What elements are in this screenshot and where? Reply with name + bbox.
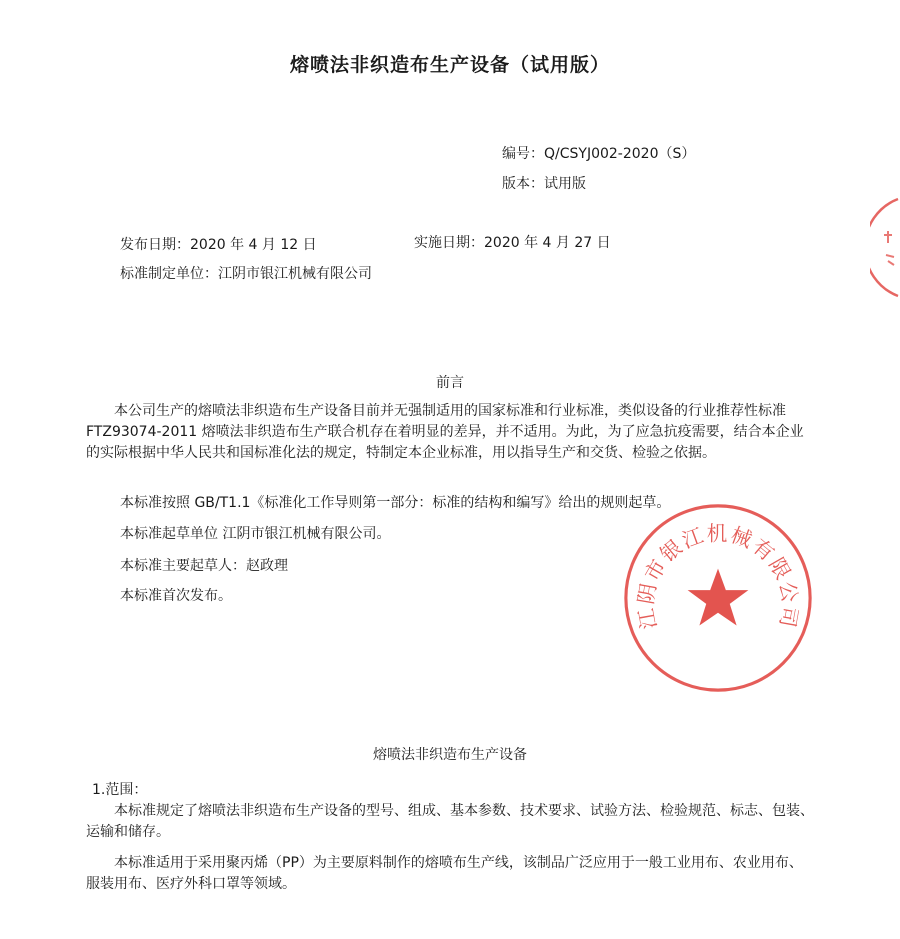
document-title: 熔喷法非织造布生产设备（试用版） (289, 54, 610, 76)
effective-date: 实施日期：2020 年 4 月 27 日 (414, 235, 611, 251)
document-code: 编号：Q/CSYJ002-2020（S） (502, 146, 696, 162)
section-1-paragraph-2: 本标准适用于采用聚丙烯（PP）为主要原料制作的熔喷布生产线，该制品广泛应用于一般工业用布、农业用布、服装用布、医疗外科口罩等领域。 (86, 855, 803, 892)
section-heading: 熔喷法非织造布生产设备 (373, 747, 527, 763)
section-1-heading: 1.范围： (92, 782, 148, 798)
issuing-unit: 标准制定单位：江阴市银江机械有限公司 (120, 266, 372, 282)
seal-text: 江阴市银江机械有限公司 (633, 521, 803, 632)
foreword-paragraph-4: 本标准主要起草人：赵政理 (120, 558, 288, 574)
foreword-paragraph-5: 本标准首次发布。 (120, 588, 232, 604)
document-version: 版本：试用版 (502, 176, 586, 192)
foreword-paragraph-2: 本标准按照 GB/T1.1《标准化工作导则第一部分：标准的结构和编写》给出的规则起草。 (120, 495, 671, 511)
foreword-heading: 前言 (436, 375, 464, 391)
foreword-paragraph-3: 本标准起草单位 江阴市银江机械有限公司。 (120, 526, 391, 542)
foreword-paragraph-1: 本公司生产的熔喷法非织造布生产设备目前并无强制适用的国家标准和行业标准，类似设备的行业推荐性标准 FTZ93074-2011 熔喷法非织造布生产联合机存在着明显的差异，并不适用。为此，为了应急抗疫需要，结合本企业的实际根据中华人民共和国标准化法的规定，特制定本企业标准，用以指导生产和交货、检验之依据。 (86, 403, 804, 461)
company-seal-stamp (620, 500, 816, 696)
partial-seal-stamp (870, 195, 900, 300)
section-1-paragraph-1: 本标准规定了熔喷法非织造布生产设备的型号、组成、基本参数、技术要求、试验方法、检验规范、标志、包装、运输和储存。 (86, 803, 814, 840)
publish-date: 发布日期：2020 年 4 月 12 日 (120, 237, 317, 253)
